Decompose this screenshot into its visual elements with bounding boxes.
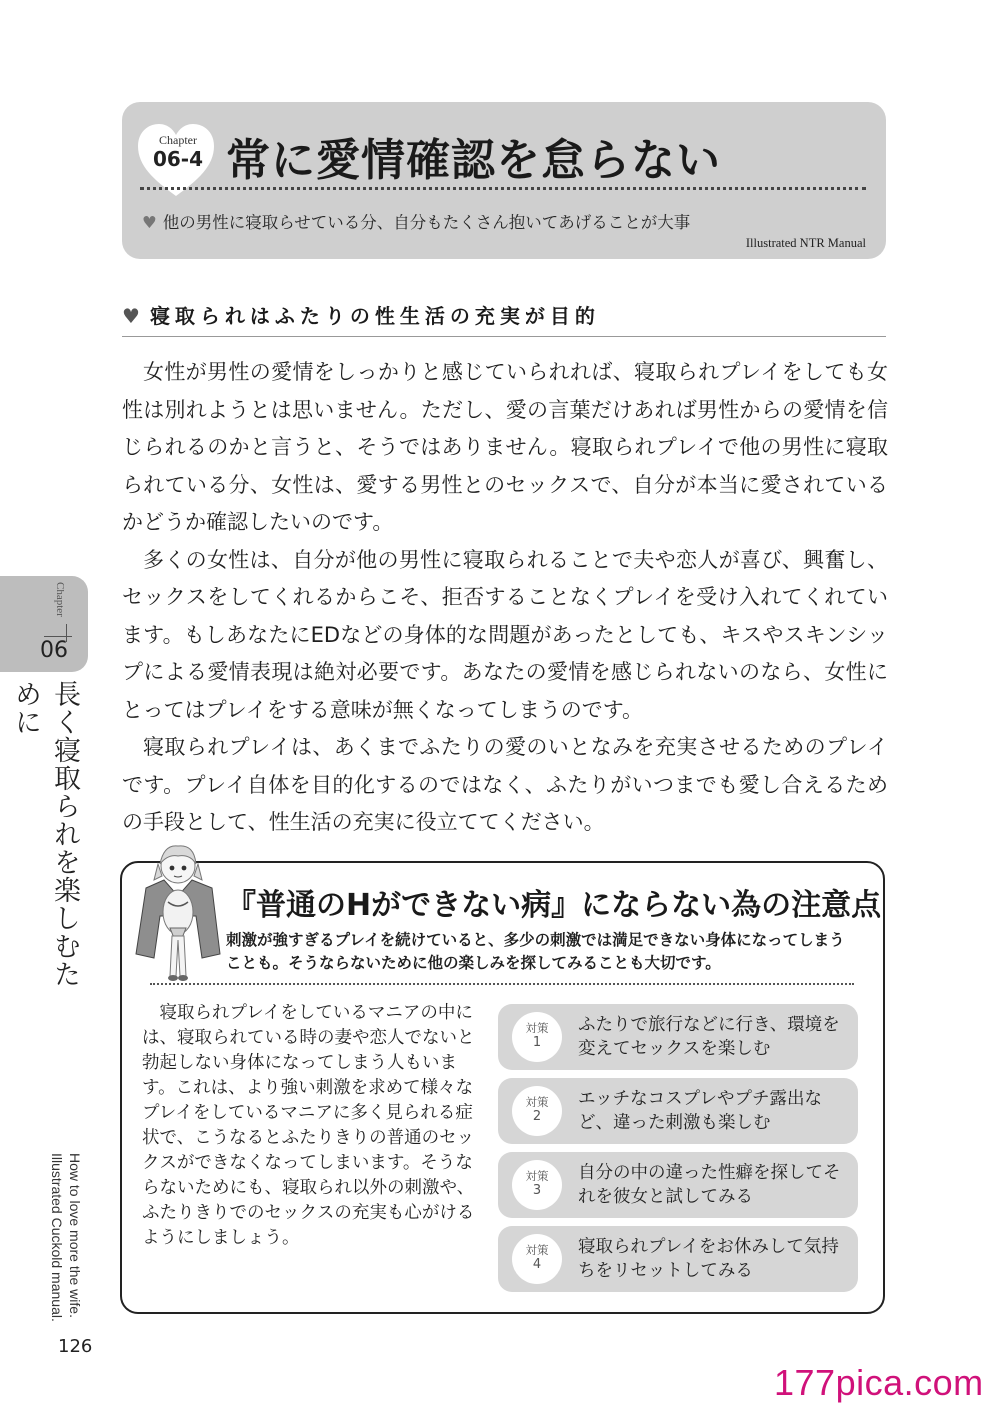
body-paragraph: 寝取られプレイは、あくまでふたりの愛のいとなみを充実させるためのプレイです。プレイ自体を目的化するのではなく、ふたりがいつまでも愛し合えるための手段として、性生活の充実に役立ててください。 [122, 735, 888, 834]
measure-badge [512, 1234, 562, 1284]
body-paragraph: 女性が男性の愛情をしっかりと感じていられれば、寝取られプレイをしても女性は別れようとは思いません。ただし、愛の言葉だけあれば男性からの愛情を信じられるのかと言うと、そうではありません。寝取られプレイで他の男性に寝取られている分、女性は、愛する男性とのセックスで、自分が本当に愛されているかどうか確認したいのです。 [122, 360, 888, 534]
side-divider [44, 636, 72, 637]
measure-item [498, 1152, 858, 1218]
subtitle [142, 209, 690, 233]
measure-text: 寝取られプレイをお休みして気持ちをリセットしてみる [578, 1237, 839, 1281]
tip-description: 刺激が強すぎるプレイを続けていると、多少の刺激では満足できない身体になってしまうことも。そうならないために他の楽しみを探してみることも大切です。 [226, 931, 845, 972]
girl-illustration-icon [128, 836, 228, 986]
measure-number: 2 [532, 1109, 542, 1124]
measure-label: 対策 [525, 1169, 549, 1183]
tip-body-text: 寝取られプレイをしているマニアの中には、寝取られている時の妻や恋人でないと勃起しない身体になってしまう人もいます。これは、より強い刺激を求めて様々なプレイをしているマニアに多く見られる症状で、こうなるとふたりきりの普通のセックスができなくなってしまいます。そうならないためにも、寝取られ以外の刺激や、ふたりきりでのセックスの充実も心がけるようにしましょう。 [142, 1003, 475, 1248]
title-divider [140, 187, 866, 190]
measure-item [498, 1226, 858, 1292]
side-chapter-number: 06 [40, 638, 68, 663]
measure-text: 自分の中の違った性癖を探してそれを彼女と試してみる [578, 1163, 841, 1207]
measure-badge [512, 1012, 562, 1062]
page-title: 常に愛情確認を怠らない [226, 135, 721, 186]
tip-divider [150, 983, 854, 985]
chapter-label: Chapter [159, 133, 197, 147]
side-english-caption: How to love more the wife. Illustrated Cuckold manual. [49, 1153, 83, 1322]
measure-number: 4 [532, 1257, 542, 1272]
body-text [122, 354, 888, 842]
page-number: 126 [58, 1336, 93, 1357]
measure-label: 対策 [525, 1021, 549, 1035]
section-divider [122, 336, 886, 337]
measure-text: ふたりで旅行などに行き、環境を変えてセックスを楽しむ [578, 1015, 840, 1059]
measure-number: 1 [532, 1035, 542, 1050]
measure-label: 対策 [525, 1243, 549, 1257]
heart-icon: ♥ [122, 304, 140, 328]
subtitle-text: 他の男性に寝取らせている分、自分もたくさん抱いてあげることが大事 [162, 213, 691, 232]
section-heading-text: 寝取られはふたりの性生活の充実が目的 [149, 304, 600, 328]
measure-text: エッチなコスプレやプチ露出など、違った刺激も楽しむ [578, 1089, 822, 1133]
body-paragraph: 多くの女性は、自分が他の男性に寝取られることで夫や恋人が喜び、興奮し、セックスをしてくれるからこそ、拒否することなくプレイを受け入れてくれています。もしあなたにEDなどの身体的な問題があったとしても、キスやスキンシップによる愛情表現は絶対必要です。あなたの愛情を感じられないのなら、女性にとってはプレイをする意味が無くなってしまうのです。 [122, 547, 888, 722]
tip-title: 『普通のHができない病』にならない為の注意点 [226, 888, 882, 923]
side-chapter-label: Chapter [54, 582, 66, 617]
measure-number: 3 [532, 1183, 542, 1198]
manual-label: Illustrated NTR Manual [745, 236, 866, 250]
section-heading [122, 300, 600, 329]
measure-badge [512, 1086, 562, 1136]
side-chapter-title: 長く寝取られを楽しむために [10, 680, 80, 988]
watermark-link[interactable]: 177pica.com [774, 1362, 984, 1403]
heart-icon: ♥ [142, 213, 157, 232]
measure-item [498, 1004, 858, 1070]
chapter-code: 06-4 [152, 147, 204, 171]
measure-item [498, 1078, 858, 1144]
measure-badge [512, 1160, 562, 1210]
measure-label: 対策 [525, 1095, 549, 1109]
